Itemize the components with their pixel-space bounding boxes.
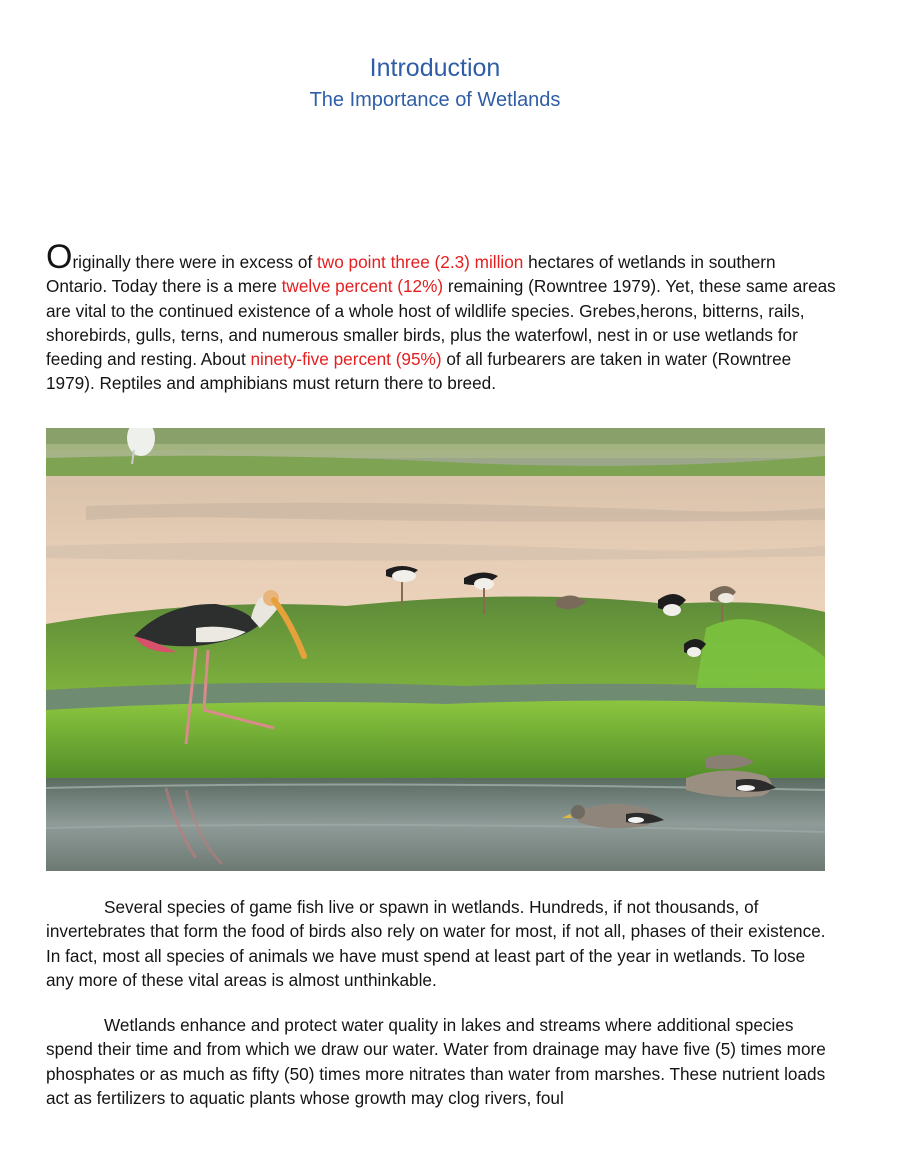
intro-text-4: of all furbearers are taken in water (Rowntree 1979). Reptiles and amphibians must return there to breed. [46,349,792,394]
highlight-remaining: twelve percent (12%) [281,276,444,297]
page-subtitle: The Importance of Wetlands [309,89,561,111]
body-paragraph-game-fish: Several species of game fish live or spawn in wetlands. Hundreds, if not thousands, of invertebrates that form the food of birds also rely on water for most, if not all, phases of their existence. In fact, most all species of animals we have must spend at least part of the year in wetlands. To lose any more of these vital areas is almost unthinkable. [46,897,826,990]
wetland-birds-photo [46,428,825,871]
highlight-hectares: two point three (2.3) million [317,252,524,272]
drop-cap: O [46,238,73,276]
body-paragraph-water-quality: Wetlands enhance and protect water quality in lakes and streams where additional species spend their time and from which we draw our water. Water from drainage may have five (5) times more phosphates or as much as fifty (50) times more nitrates than water from marshes. These nutrient loads act as fertilizers to aquatic plants whose growth may clog rivers, foul [46,1015,826,1108]
page-title: Introduction [369,54,501,82]
intro-text-2: hectares of wetlands in southern Ontario. Today there is a mere [46,252,776,297]
intro-text-3: remaining (Rowntree 1979). Yet, these same areas are vital to the continued existence of a whole host of wildlife species. Grebes,herons, bitterns, rails, shorebirds, gulls, terns, and numerous smaller birds, plus the waterfowl, nest in or use wetlands for feeding and resting. About [46,276,836,370]
highlight-furbearers: ninety-five percent (95%) [250,349,442,370]
intro-paragraph [46,238,836,396]
intro-text-1: riginally there were in excess of [72,252,318,272]
